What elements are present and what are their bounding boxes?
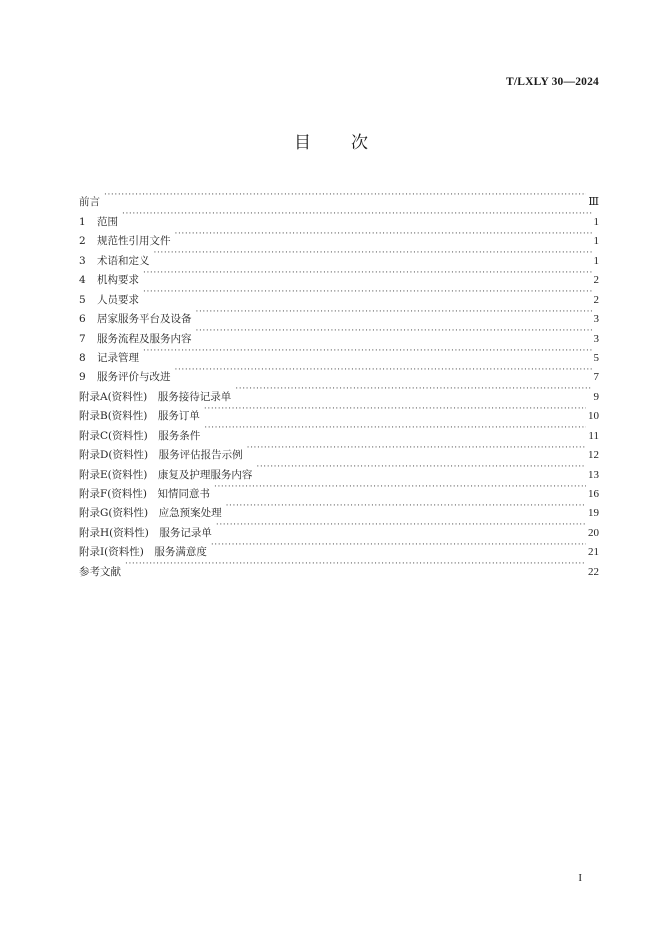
toc-entry-label: 记录管理 — [97, 351, 139, 364]
toc-leader-dots — [125, 555, 586, 574]
title-char-2: 次 — [351, 133, 368, 153]
toc-entry-9[interactable] — [79, 361, 599, 384]
document-code: T/LXLY 30—2024 — [505, 76, 599, 88]
toc-entry-label: 规范性引用文件 — [97, 235, 171, 248]
toc-entry-page: 19 — [588, 507, 599, 520]
toc-entry-page: Ⅲ — [588, 196, 599, 209]
toc-leader-dots — [226, 497, 586, 516]
toc-entry-label: 机构要求 — [97, 274, 139, 287]
toc-entry-6[interactable] — [79, 303, 599, 326]
toc-entry-number: 5 — [79, 293, 86, 306]
toc-entry-4[interactable] — [79, 264, 599, 287]
toc-leader-dots — [247, 439, 586, 458]
toc-entry-number: 8 — [79, 351, 86, 364]
title-char-1: 目 — [294, 133, 311, 153]
toc-leader-dots — [143, 342, 592, 361]
toc-leader-dots — [204, 400, 586, 419]
toc-entry-page: 12 — [588, 449, 599, 462]
toc-entry-label: 术语和定义 — [97, 254, 150, 267]
toc-entry-label: 附录C(资料性) 服务条件 — [79, 429, 201, 442]
toc-entry-references[interactable] — [79, 555, 599, 578]
toc-leader-dots — [256, 458, 586, 477]
toc-entry-page: 2 — [593, 274, 599, 287]
toc-entry-page: 10 — [588, 410, 599, 423]
toc-entry-number: 6 — [79, 313, 86, 326]
toc-leader-dots — [175, 225, 592, 244]
toc-entry-number: 4 — [79, 274, 86, 287]
toc-entry-label: 服务流程及服务内容 — [97, 332, 192, 345]
toc-entry-page: 13 — [588, 468, 599, 481]
toc-entry-page: 11 — [588, 429, 599, 442]
toc-entry-page: 16 — [588, 488, 599, 500]
toc-entry-page: 1 — [593, 215, 599, 228]
toc-entry-1[interactable] — [79, 205, 599, 228]
toc-entry-label: 范围 — [97, 215, 118, 228]
toc-leader-dots — [196, 303, 592, 322]
toc-entry-page: 21 — [588, 546, 599, 559]
toc-leader-dots — [143, 283, 592, 302]
toc-entry-8[interactable] — [79, 342, 599, 364]
toc-entry-foreword[interactable] — [79, 186, 599, 209]
page-title — [0, 128, 662, 153]
toc-leader-dots — [122, 205, 592, 224]
toc-leader-dots — [235, 380, 591, 399]
toc-entry-label: 附录F(资料性) 知情同意书 — [79, 488, 210, 500]
toc-entry-label: 附录I(资料性) 服务满意度 — [79, 546, 207, 559]
toc-leader-dots — [143, 264, 592, 283]
toc-entry-number: 1 — [79, 215, 86, 228]
toc-entry-label: 附录E(资料性) 康复及护理服务内容 — [79, 468, 253, 481]
toc-entry-page: 3 — [593, 332, 599, 345]
toc-entry-page: 9 — [593, 390, 599, 403]
toc-entry-page: 7 — [593, 371, 599, 384]
toc-entry-label: 附录A(资料性) 服务接待记录单 — [79, 390, 232, 403]
toc-entry-page: 2 — [593, 293, 599, 306]
toc-leader-dots — [175, 361, 592, 380]
toc-entry-label: 参考文献 — [79, 565, 121, 578]
toc-entry-number: 7 — [79, 332, 86, 345]
toc-entry-number: 3 — [79, 254, 86, 267]
toc-entry-label: 附录G(资料性) 应急预案处理 — [79, 507, 222, 520]
toc-entry-label: 附录H(资料性) 服务记录单 — [79, 526, 212, 539]
toc-entry-number: 9 — [79, 371, 86, 384]
toc-leader-dots — [211, 536, 586, 555]
toc-entry-page: 3 — [593, 313, 599, 326]
toc-leader-dots — [204, 419, 586, 438]
table-of-contents — [79, 186, 599, 578]
toc-leader-dots — [154, 244, 592, 263]
page-number: I — [578, 872, 582, 884]
toc-entry-label: 居家服务平台及设备 — [97, 313, 192, 326]
toc-entry-page: 1 — [593, 235, 599, 248]
toc-leader-dots — [104, 186, 586, 205]
toc-entry-label: 附录D(资料性) 服务评估报告示例 — [79, 449, 243, 462]
toc-entry-label: 附录B(资料性) 服务订单 — [79, 410, 200, 423]
toc-entry-2[interactable] — [79, 225, 599, 248]
toc-entry-label: 前言 — [79, 196, 100, 209]
toc-leader-dots — [214, 478, 586, 497]
toc-entry-page: 22 — [588, 565, 599, 578]
toc-entry-number: 2 — [79, 235, 86, 248]
toc-entry-3[interactable] — [79, 244, 599, 267]
toc-entry-label: 服务评价与改进 — [97, 371, 171, 384]
toc-entry-label: 人员要求 — [97, 293, 139, 306]
toc-entry-page: 20 — [588, 526, 599, 539]
toc-leader-dots — [196, 322, 592, 341]
toc-entry-page: 5 — [593, 351, 599, 364]
toc-leader-dots — [216, 516, 586, 535]
toc-entry-5[interactable] — [79, 283, 599, 306]
toc-entry-page: 1 — [593, 254, 599, 267]
